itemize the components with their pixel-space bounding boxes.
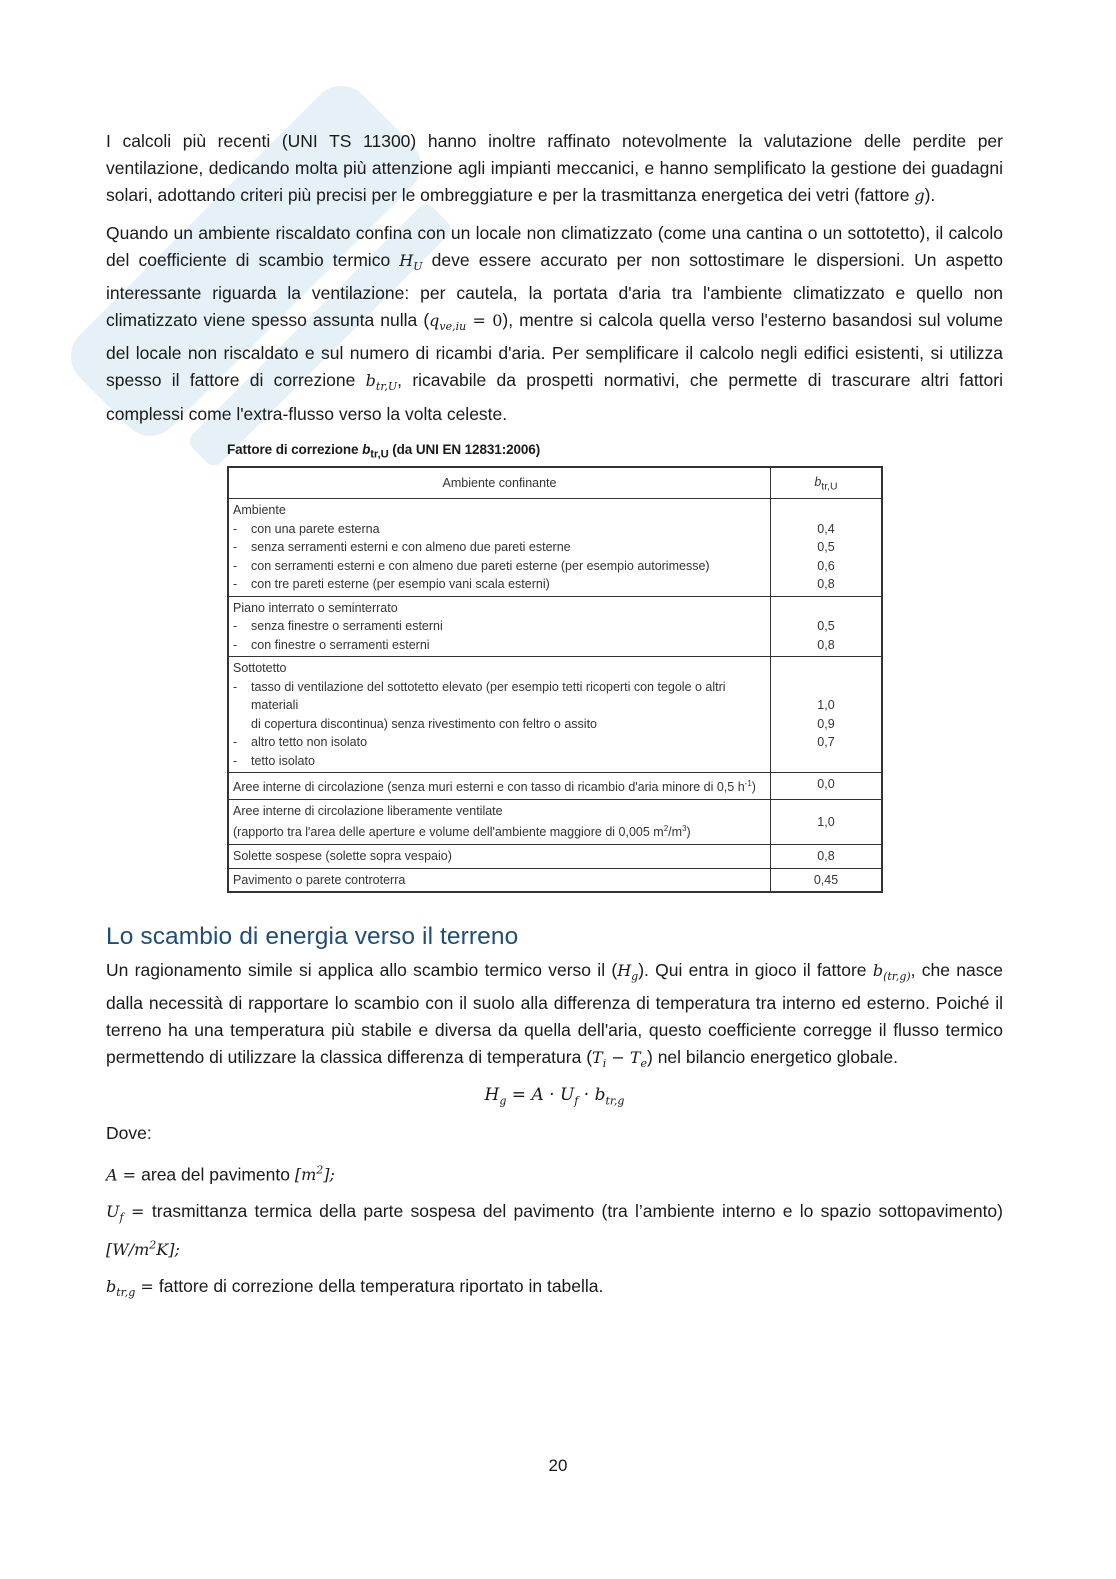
correction-factor-table-figure	[227, 442, 883, 894]
table-caption: Fattore di correzione $b_{tr,U}$ (da UNI EN 12831:2006)	[227, 441, 541, 461]
table-row: Aree interne di circolazione liberamente ventilate (rapporto tra l'area delle aperture e volume dell'ambiente maggiore di 0,005 $m^2/m^3$) 1,0	[228, 799, 882, 844]
section-heading: Lo scambio di energia verso il terreno	[106, 923, 519, 951]
value-cell: 0,6	[817, 558, 835, 573]
group-title: Ambiente	[233, 503, 286, 518]
list-item: - senza finestre o serramenti esterni	[233, 617, 766, 636]
table-row	[228, 596, 882, 657]
paragraph-3: Un ragionamento simile si applica allo scambio termico verso il $(H_g)$. Qui entra in gioco il fattore $b_{(tr,g)}$, che nasce dalla necessità di rapportare lo scambio con il suolo alla differenza di temperatura tra interno ed esterno. Poiché il terreno ha una temperatura più stabile e diversa da quella dell'aria, questo coefficiente corregge il flusso termico permettendo di utilizzare la classica differenza di temperatura $(T_i - T_e)$ nel bilancio energetico globale.	[106, 960, 1003, 1071]
list-item: - senza serramenti esterni e con almeno due pareti esterne	[233, 538, 766, 557]
list-item: - altro tetto non isolato	[233, 733, 766, 752]
value-cell: 0,7	[817, 735, 835, 750]
page-number: 20	[548, 1456, 568, 1475]
header-factor: $b_{tr,U}$	[771, 467, 883, 499]
table-row: Aree interne di circolazione (senza muri esterni e con tasso di ricambio d'aria minore di 0,5 $h^{-1}$) 0,0	[228, 773, 882, 800]
value-cell: 0,9	[817, 716, 835, 731]
paragraph-2: Quando un ambiente riscaldato confina con un locale non climatizzato (come una cantina o un sottotetto), il calcolo del coefficiente di scambio termico $H_U$ deve essere accurato per non sottostimare le dispersioni. Un aspetto interessante riguarda la ventilazione: per cautela, la portata d'aria tra l'ambiente climatizzato e quello non climatizzato viene spesso assunta nulla $(q_{ve,iu} = 0)$, mentre si calcola quella verso l'esterno basandosi sul volume del locale non riscaldato e sul numero di ricambi d'aria. Per semplificare il calcolo negli edifici esistenti, si utilizza spesso il fattore di correzione $b_{tr,U}$, ricavabile da prospetti normativi, che permette di trascurare altri fattori complessi come l'extra-flusso verso la volta celeste.	[106, 223, 1003, 424]
table-row: Solette sospese (solette sopra vespaio) 0,8	[228, 845, 882, 869]
list-item: - con serramenti esterni e con almeno due pareti esterne (per esempio autorimesse)	[233, 557, 766, 576]
list-item: - tetto isolato	[233, 752, 766, 771]
paragraph-1: I calcoli più recenti (UNI TS 11300) hanno inoltre raffinato notevolmente la valutazione delle perdite per ventilazione, dedicando molta più attenzione agli impianti meccanici, e hanno semplificato la gestione dei guadagni solari, adottando criteri più precisi per le ombreggiature e per la trasmittanza energetica dei vetri (fattore g).	[106, 131, 1003, 205]
value-cell: 0,5	[817, 619, 835, 634]
dove-label: Dove:	[106, 1122, 152, 1143]
list-item: - con tre pareti esterne (per esempio vani scala esterni)	[233, 575, 766, 594]
list-item: - tasso di ventilazione del sottotetto elevato (per esempio tetti ricoperti con tegole o altri materiali	[233, 678, 766, 715]
list-item: - con una parete esterna	[233, 520, 766, 539]
correction-factor-table	[227, 466, 883, 893]
table-header-row	[228, 467, 882, 499]
table-row	[228, 657, 882, 773]
value-cell: 0,45	[771, 868, 883, 892]
value-cell: 0,8	[817, 637, 835, 652]
definition-uf: $U_f$ = trasmittanza termica della parte sospesa del pavimento (tra l’ambiente interno e lo spazio sottopavimento) $[W/m^2K]$;	[106, 1201, 1003, 1259]
definition-btrg: $b_{tr,g}$ = fattore di correzione della temperatura riportato in tabella.	[106, 1275, 604, 1299]
value-cell: 1,0	[771, 799, 883, 844]
header-ambiente: Ambiente confinante	[228, 467, 771, 499]
group-title: Piano interrato o seminterrato	[233, 600, 398, 615]
list-item: - con finestre o serramenti esterni	[233, 636, 766, 655]
definition-a: A = area del pavimento $[m^2]$;	[106, 1163, 335, 1185]
value-cell: 0,5	[817, 540, 835, 555]
value-cell: 0,8	[771, 845, 883, 869]
value-cell: 0,8	[817, 577, 835, 592]
list-item-continuation: di copertura discontinua) senza rivestimento con feltro o assito	[251, 716, 598, 731]
formula-hg: $H_g = A \cdot U_f \cdot b_{tr,g}$	[484, 1085, 625, 1108]
document-page	[106, 128, 1003, 1316]
value-cell: 0,4	[817, 521, 835, 536]
group-title: Sottotetto	[233, 661, 287, 676]
value-cell: 1,0	[817, 698, 835, 713]
table-row	[228, 499, 882, 597]
table-row: Pavimento o parete controterra 0,45	[228, 868, 882, 892]
value-cell: 0,0	[771, 773, 883, 800]
